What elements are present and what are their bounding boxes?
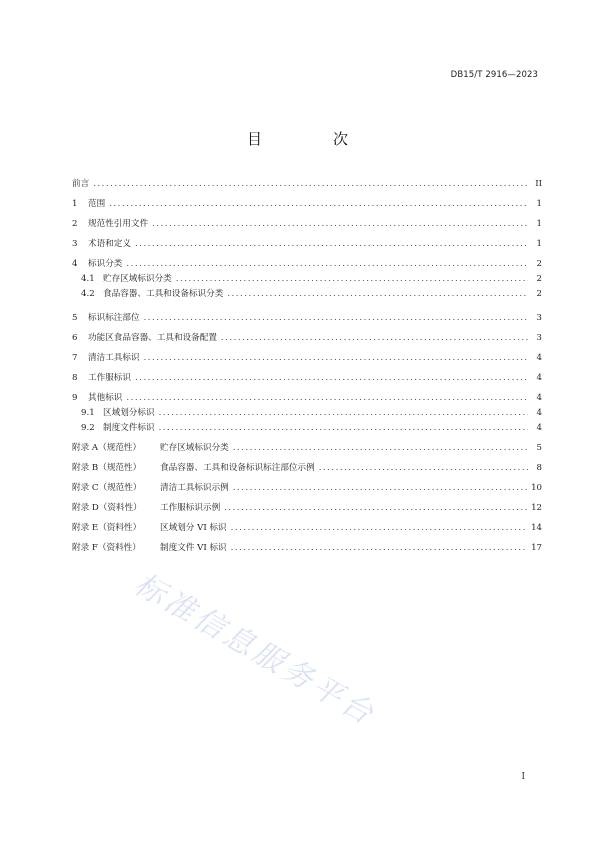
toc-label: 区域划分标识	[103, 408, 155, 418]
toc-label: 贮存区域标识分类	[103, 274, 172, 284]
toc-label: 范围	[88, 199, 106, 209]
toc-entry-4-1[interactable]	[81, 272, 542, 286]
toc-entry-4-2[interactable]	[81, 287, 542, 301]
toc-label: 制度文件 VI 标识	[160, 543, 227, 553]
toc-number: 9.2	[81, 423, 95, 433]
toc-number: 4.2	[81, 289, 95, 299]
toc-number: 附录 E（资料性）	[72, 523, 142, 533]
toc-page: 4	[536, 393, 542, 403]
toc-number: 附录 D（资料性）	[72, 503, 142, 513]
toc-page: 4	[536, 423, 542, 433]
toc-number: 6	[72, 333, 78, 343]
watermark: 标准信息服务平台	[128, 566, 382, 734]
toc-label: 食品容器、工具和设备标识标注部位示例	[160, 463, 315, 473]
toc-page: 8	[536, 463, 542, 473]
document-code: DB15/T 2916—2023	[450, 70, 538, 80]
toc-entry-3[interactable]	[72, 237, 542, 251]
toc-entry-appendix-c[interactable]	[72, 481, 542, 495]
toc-number: 附录 B（规范性）	[72, 463, 142, 473]
page-title: 目 次	[246, 130, 376, 148]
toc-label: 清洁工具标识	[88, 353, 140, 363]
toc-label: 区域划分 VI 标识	[160, 523, 227, 533]
toc-page: 3	[536, 313, 542, 323]
toc-label: 标识分类	[88, 259, 123, 269]
toc-page: 3	[536, 333, 542, 343]
toc-label: 标识标注部位	[88, 313, 140, 323]
toc-label: 前言	[72, 179, 90, 189]
toc-page: 5	[536, 443, 542, 453]
toc-number: 附录 A（规范性）	[72, 443, 142, 453]
toc-entry-9-1[interactable]	[81, 406, 542, 420]
toc-label: 功能区食品容器、工具和设备配置	[88, 333, 217, 343]
toc-entry-7[interactable]	[72, 351, 542, 365]
toc-entry-appendix-f[interactable]	[72, 541, 542, 555]
toc-page: 1	[536, 219, 542, 229]
toc-label: 其他标识	[88, 393, 123, 403]
toc-page: 4	[536, 353, 542, 363]
toc-number: 9	[72, 393, 78, 403]
toc-entry-appendix-e[interactable]	[72, 521, 542, 535]
toc-label: 制度文件标识	[103, 423, 155, 433]
toc-number: 2	[72, 219, 78, 229]
toc-page: 4	[536, 408, 542, 418]
toc-label: 术语和定义	[88, 239, 131, 249]
toc-page: 4	[536, 373, 542, 383]
toc-label: 工作服标识示例	[160, 503, 221, 513]
toc-number: 附录 F（资料性）	[72, 543, 141, 553]
toc-entry-5[interactable]	[72, 311, 542, 325]
toc-entry-2[interactable]	[72, 217, 542, 231]
toc-entry-appendix-b[interactable]	[72, 461, 542, 475]
toc-page: 14	[531, 523, 542, 533]
toc-page: 17	[531, 543, 542, 553]
toc-entry-8[interactable]	[72, 371, 542, 385]
toc-label: 贮存区域标识分类	[160, 443, 229, 453]
toc-entry-9[interactable]	[72, 391, 542, 405]
toc-page: 12	[531, 503, 542, 513]
toc-entry-appendix-d[interactable]	[72, 501, 542, 515]
toc-entry-6[interactable]	[72, 331, 542, 345]
toc-number: 4	[72, 259, 78, 269]
toc-page: 2	[536, 289, 542, 299]
toc-entry-9-2[interactable]	[81, 421, 542, 435]
toc-number: 8	[72, 373, 78, 383]
toc-number: 5	[72, 313, 78, 323]
toc-entry-appendix-a[interactable]	[72, 441, 542, 455]
toc-page: 2	[536, 259, 542, 269]
toc-entry-foreword[interactable]	[72, 177, 542, 191]
toc-entry-1[interactable]	[72, 197, 542, 211]
toc-entry-4[interactable]	[72, 257, 542, 271]
toc-page: 10	[531, 483, 542, 493]
toc-number: 3	[72, 239, 78, 249]
toc-number: 1	[72, 199, 78, 209]
toc-page: 2	[536, 274, 542, 284]
toc-page: II	[535, 179, 542, 189]
page-number: I	[521, 772, 525, 782]
toc-label: 食品容器、工具和设备标识分类	[103, 289, 224, 299]
toc-label: 规范性引用文件	[88, 219, 149, 229]
toc-number: 附录 C（规范性）	[72, 483, 142, 493]
toc-label: 清洁工具标识示例	[160, 483, 229, 493]
toc-number: 7	[72, 353, 78, 363]
toc-page: 1	[536, 239, 542, 249]
toc-page: 1	[536, 199, 542, 209]
toc-number: 4.1	[81, 274, 95, 284]
toc-label: 工作服标识	[88, 373, 131, 383]
toc-number: 9.1	[81, 408, 95, 418]
